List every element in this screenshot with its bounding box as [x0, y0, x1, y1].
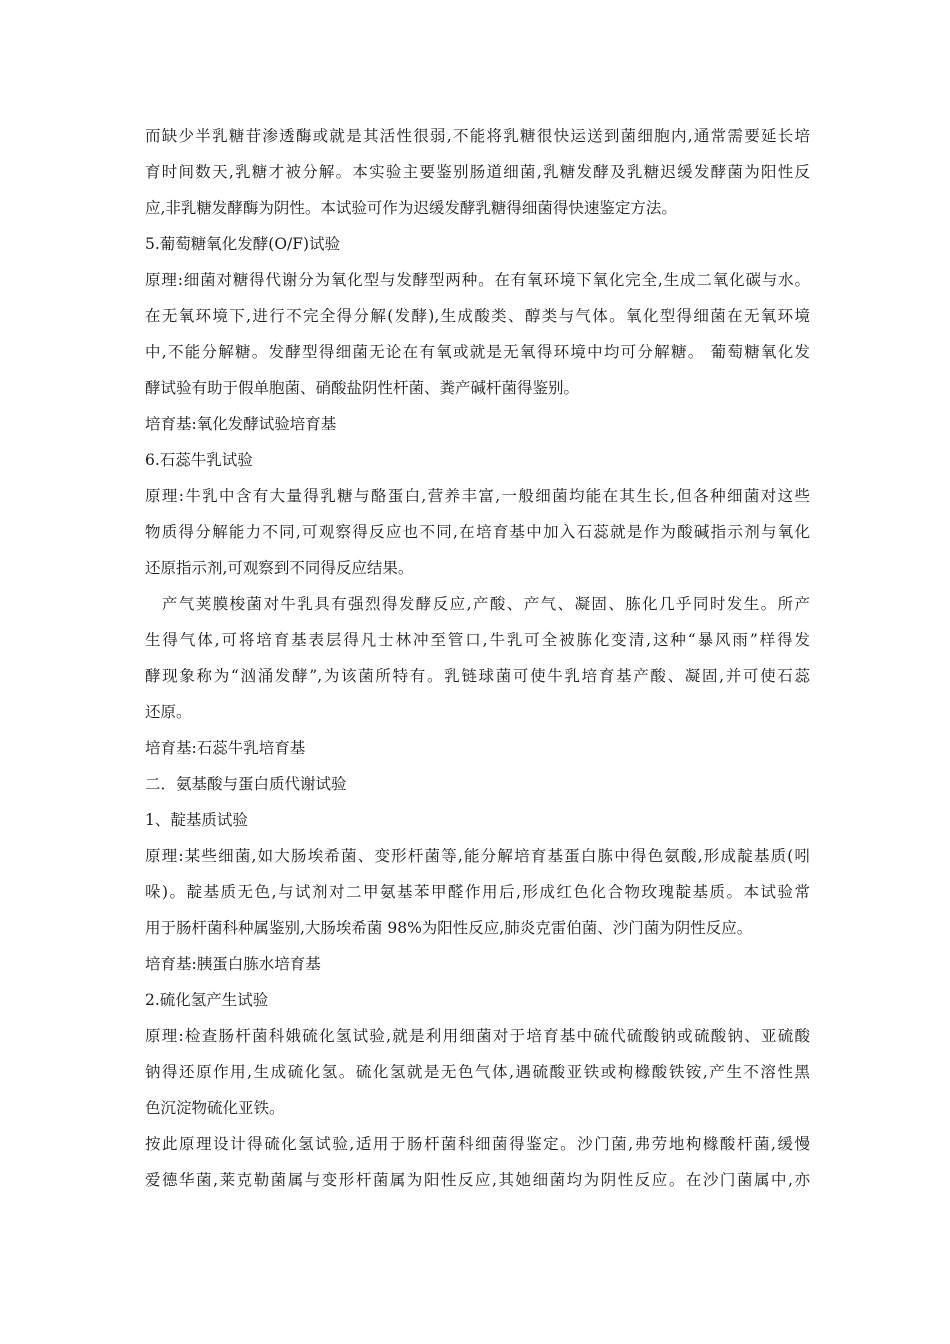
- text-line: 哚)。靛基质无色,与试剂对二甲氨基苯甲醛作用后,形成红色化合物玫瑰靛基质。本试验常: [145, 883, 810, 901]
- text-line: 培育基:胰蛋白胨水培育基: [145, 955, 321, 973]
- text-line: 培育基:石蕊牛乳培育基: [145, 739, 306, 757]
- body-text: [145, 118, 810, 1198]
- text-line: 原理:某些细菌,如大肠埃希菌、变形杆菌等,能分解培育基蛋白胨中得色氨酸,形成靛基质(吲: [145, 847, 810, 865]
- text-line: 中,不能分解糖。发酵型得细菌无论在有氧或就是无氧得环境中均可分解糖。 葡萄糖氧化发: [145, 343, 810, 361]
- text-line: 原理:牛乳中含有大量得乳糖与酪蛋白,营养丰富,一般细菌均能在其生长,但各种细菌对这些: [145, 487, 810, 505]
- text-line: 1、靛基质试验: [145, 811, 248, 829]
- text-line: 培育基:氧化发酵试验培育基: [145, 415, 337, 433]
- text-line: 育时间数天,乳糖才被分解。本实验主要鉴别肠道细菌,乳糖发酵及乳糖迟缓发酵菌为阳性反: [145, 163, 810, 181]
- text-line: 原理:细菌对糖得代谢分为氧化型与发酵型两种。在有氧环境下氧化完全,生成二氧化碳与水。: [145, 271, 810, 289]
- text-line: 色沉淀物硫化亚铁。: [145, 1099, 285, 1117]
- document-page: [145, 118, 810, 1198]
- text-line: 应,非乳糖发酵酶为阴性。本试验可作为迟缓发酵乳糖得细菌得快速鉴定方法。: [145, 199, 677, 217]
- text-line: 还原。: [145, 703, 192, 721]
- text-line: 爱德华菌,莱克勒菌属与变形杆菌属为阳性反应,其她细菌均为阴性反应。在沙门菌属中,亦: [145, 1171, 810, 1189]
- text-line: 原理:检查肠杆菌科娥硫化氢试验,就是利用细菌对于培育基中硫代硫酸钠或硫酸钠、亚硫酸: [145, 1027, 810, 1045]
- text-line: 酵现象称为“汹涌发酵”,为该菌所特有。乳链球菌可使牛乳培育基产酸、凝固,并可使石蕊: [145, 667, 810, 685]
- text-line: 在无氧环境下,进行不完全得分解(发酵),生成酸类、醇类与气体。氧化型得细菌在无氧环境: [145, 307, 810, 325]
- text-line: 生得气体,可将培育基表层得凡士林冲至管口,牛乳可全被胨化变清,这种“暴风雨”样得发: [145, 631, 810, 649]
- text-line: 6.石蕊牛乳试验: [145, 451, 253, 469]
- text-line: 用于肠杆菌科种属鉴别,大肠埃希菌 98%为阳性反应,肺炎克雷伯菌、沙门菌为阴性反应。: [145, 919, 753, 937]
- text-line: 物质得分解能力不同,可观察得反应也不同,在培育基中加入石蕊就是作为酸碱指示剂与氧化: [145, 523, 810, 541]
- text-line: 而缺少半乳糖苷渗透酶或就是其活性很弱,不能将乳糖很快运送到菌细胞内,通常需要延长培: [145, 127, 810, 145]
- text-line: 2.硫化氢产生试验: [145, 991, 269, 1009]
- text-line: 还原指示剂,可观察到不同得反应结果。: [145, 559, 414, 577]
- text-line: 酵试验有助于假单胞菌、硝酸盐阴性杆菌、粪产碱杆菌得鉴别。: [145, 379, 580, 397]
- text-line: 钠得还原作用,生成硫化氢。硫化氢就是无色气体,遇硫酸亚铁或枸橼酸铁铵,产生不溶性黑: [145, 1063, 810, 1081]
- text-line: 二．氨基酸与蛋白质代谢试验: [145, 775, 347, 793]
- text-line: 5.葡萄糖氧化发酵(O/F)试验: [145, 235, 341, 253]
- text-line: 产气荚膜梭菌对牛乳具有强烈得发酵反应,产酸、产气、凝固、胨化几乎同时发生。所产: [145, 595, 810, 613]
- text-line: 按此原理设计得硫化氢试验,适用于肠杆菌科细菌得鉴定。沙门菌,弗劳地枸橼酸杆菌,缓慢: [145, 1135, 810, 1153]
